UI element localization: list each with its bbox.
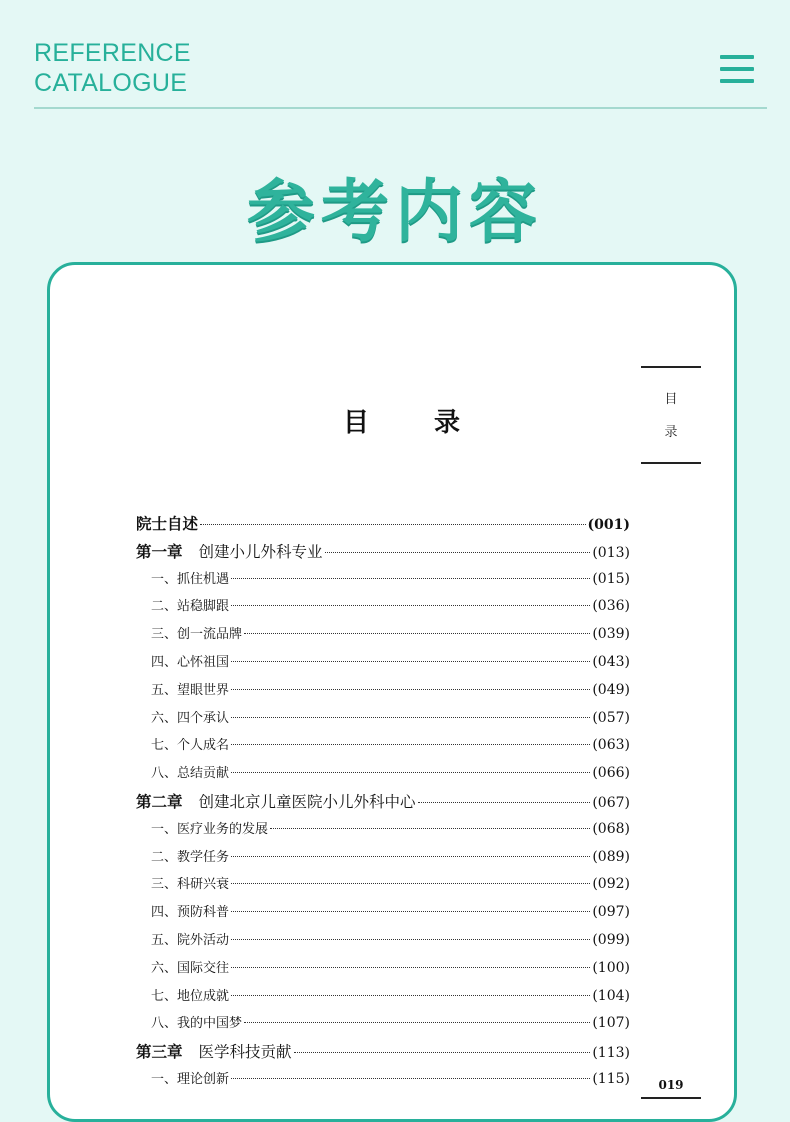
toc-entry-label — [151, 1068, 229, 1087]
toc-entry-label — [151, 623, 242, 642]
toc-entry-title: 预防科普 — [177, 905, 230, 921]
header-divider — [34, 107, 767, 109]
toc-entry-title: 个人成名 — [177, 738, 230, 754]
toc-entry-label — [151, 818, 268, 837]
toc-entry-page: (113) — [592, 1045, 630, 1062]
toc-entry-title: 科研兴衰 — [177, 877, 230, 893]
toc-entry-label — [151, 957, 229, 976]
toc-entry-label — [151, 901, 229, 920]
toc-dot-leader — [244, 633, 590, 634]
toc-entry-label — [151, 929, 229, 948]
toc-dot-leader — [231, 911, 590, 912]
toc-entry-label — [136, 512, 198, 534]
toc-entry-title: 国际交往 — [177, 960, 230, 976]
toc-entry-label — [151, 651, 229, 670]
toc-entry-label — [151, 707, 229, 726]
toc-dot-leader — [231, 578, 590, 579]
toc-entry-title: 理论创新 — [177, 1071, 230, 1087]
toc-entry-title: 创建小儿外科专业 — [198, 542, 323, 561]
toc-entry-title: 望眼世界 — [177, 682, 230, 698]
toc-entry-number: 五、 — [151, 682, 178, 698]
toc-entry — [136, 985, 630, 1013]
toc-entry — [136, 595, 630, 623]
toc-entry — [136, 679, 630, 707]
toc-entry-number: 八、 — [151, 766, 178, 782]
toc-dot-leader — [231, 605, 590, 606]
toc-entry — [136, 512, 630, 540]
toc-dot-leader — [418, 802, 591, 803]
toc-entry-label — [151, 568, 229, 587]
toc-entry-title: 站稳脚跟 — [177, 599, 230, 615]
toc-entry-page: (001) — [587, 517, 630, 533]
toc-dot-leader — [200, 524, 586, 525]
toc-entry-page: (066) — [592, 765, 630, 782]
toc-entry-title: 医学科技贡献 — [198, 1043, 292, 1062]
toc-entry-label — [151, 1012, 242, 1031]
toc-entry-number: 四、 — [151, 654, 178, 670]
toc-dot-leader — [231, 744, 590, 745]
toc-entry-number: 二、 — [151, 599, 178, 615]
toc-dot-leader — [231, 939, 590, 940]
toc-entry-number: 三、 — [151, 877, 178, 893]
header-title-line1: REFERENCE — [34, 39, 191, 67]
toc-entry — [136, 901, 630, 929]
toc-entry-page: (067) — [592, 794, 630, 811]
toc-entry-page: (097) — [592, 904, 630, 921]
toc-entry — [136, 651, 630, 679]
toc-entry-number: 七、 — [151, 988, 178, 1004]
toc-entry-label — [151, 595, 229, 614]
toc-entry — [136, 623, 630, 651]
toc-entry-page: (099) — [592, 931, 630, 948]
toc-entry-title: 创建北京儿童医院小儿外科中心 — [198, 792, 416, 811]
toc-entry-page: (039) — [592, 626, 630, 643]
toc-entry-page: (063) — [592, 737, 630, 754]
toc-entry-number: 五、 — [151, 932, 178, 948]
toc-entry-title: 心怀祖国 — [177, 654, 230, 670]
toc-entry-number: 八、 — [151, 1016, 178, 1032]
toc-heading: 目 录 — [343, 408, 489, 438]
toc-entry-label — [151, 734, 229, 753]
menu-icon-bar — [720, 55, 754, 59]
toc-dot-leader — [231, 967, 590, 968]
toc-dot-leader — [231, 1078, 590, 1079]
toc-entry-page: (036) — [592, 598, 630, 615]
toc-entry-title: 教学任务 — [177, 849, 230, 865]
menu-icon[interactable] — [720, 55, 754, 83]
toc-entry-number: 二、 — [151, 849, 178, 865]
toc-dot-leader — [231, 661, 590, 662]
toc-entry-title: 抓住机遇 — [177, 571, 230, 587]
toc-entry — [136, 734, 630, 762]
header-title — [34, 38, 191, 98]
toc-entry-label — [136, 540, 323, 562]
toc-entry-number: 六、 — [151, 710, 178, 726]
toc-dot-leader — [231, 883, 590, 884]
toc-entry-page: (089) — [592, 848, 630, 865]
toc-entry-page: (043) — [592, 653, 630, 670]
toc-dot-leader — [231, 995, 590, 996]
toc-entry-title: 创一流品牌 — [177, 627, 243, 643]
page-number: 019 — [658, 1078, 684, 1092]
toc-entry-number: 一、 — [151, 1071, 178, 1087]
toc-dot-leader — [270, 828, 590, 829]
toc-entry-number: 七、 — [151, 738, 178, 754]
toc-entry-number: 一、 — [151, 571, 178, 587]
toc-entry-label — [151, 846, 229, 865]
toc-entry — [136, 957, 630, 985]
toc-entry-number: 一、 — [151, 821, 178, 837]
toc-entry-title: 总结贡献 — [177, 766, 230, 782]
table-of-contents — [136, 512, 630, 1096]
header-title-line2: CATALOGUE — [34, 69, 188, 97]
side-tab-char: 目 — [664, 392, 678, 407]
toc-entry-page: (115) — [592, 1070, 630, 1087]
toc-entry-number: 第二章 — [136, 791, 183, 811]
page-number-rule — [641, 1097, 701, 1099]
toc-dot-leader — [231, 689, 590, 690]
menu-icon-bar — [720, 79, 754, 83]
toc-entry-title: 院士自述 — [136, 514, 199, 533]
toc-entry-page: (104) — [592, 987, 630, 1004]
toc-entry-page: (057) — [592, 709, 630, 726]
toc-entry-number: 第三章 — [136, 1042, 183, 1062]
toc-entry — [136, 929, 630, 957]
toc-entry — [136, 762, 630, 790]
section-title: 参考内容 — [246, 173, 543, 252]
menu-icon-bar — [720, 67, 754, 71]
side-tab-char: 录 — [664, 425, 678, 440]
side-tab — [641, 366, 701, 464]
toc-dot-leader — [325, 552, 591, 553]
toc-entry-number: 第一章 — [136, 541, 183, 561]
toc-entry-label — [151, 873, 229, 892]
toc-entry-page: (049) — [592, 681, 630, 698]
toc-entry-label — [151, 679, 229, 698]
toc-entry — [136, 1012, 630, 1040]
toc-entry — [136, 846, 630, 874]
toc-entry — [136, 790, 630, 818]
toc-dot-leader — [231, 717, 590, 718]
toc-entry — [136, 1068, 630, 1096]
toc-entry-title: 院外活动 — [177, 932, 230, 948]
toc-entry — [136, 540, 630, 568]
toc-entry — [136, 707, 630, 735]
toc-entry-title: 我的中国梦 — [177, 1016, 243, 1032]
toc-entry-label — [151, 762, 229, 781]
toc-entry-number: 四、 — [151, 905, 178, 921]
toc-entry-page: (107) — [592, 1015, 630, 1032]
toc-entry — [136, 1040, 630, 1068]
toc-entry — [136, 873, 630, 901]
toc-entry-label — [151, 985, 229, 1004]
toc-entry-number: 六、 — [151, 960, 178, 976]
toc-entry-page: (100) — [592, 959, 630, 976]
toc-dot-leader — [244, 1022, 590, 1023]
toc-dot-leader — [231, 772, 590, 773]
toc-entry-title: 四个承认 — [177, 710, 230, 726]
toc-entry-number: 三、 — [151, 627, 178, 643]
toc-entry-page: (068) — [592, 820, 630, 837]
toc-entry-page: (015) — [592, 570, 630, 587]
toc-entry-title: 地位成就 — [177, 988, 230, 1004]
toc-entry — [136, 818, 630, 846]
toc-entry-page: (013) — [592, 544, 630, 561]
toc-entry — [136, 568, 630, 596]
toc-entry-label — [136, 790, 416, 812]
toc-dot-leader — [294, 1052, 591, 1053]
toc-dot-leader — [231, 856, 590, 857]
toc-entry-page: (092) — [592, 876, 630, 893]
toc-entry-title: 医疗业务的发展 — [177, 821, 269, 837]
toc-entry-label — [136, 1040, 292, 1062]
